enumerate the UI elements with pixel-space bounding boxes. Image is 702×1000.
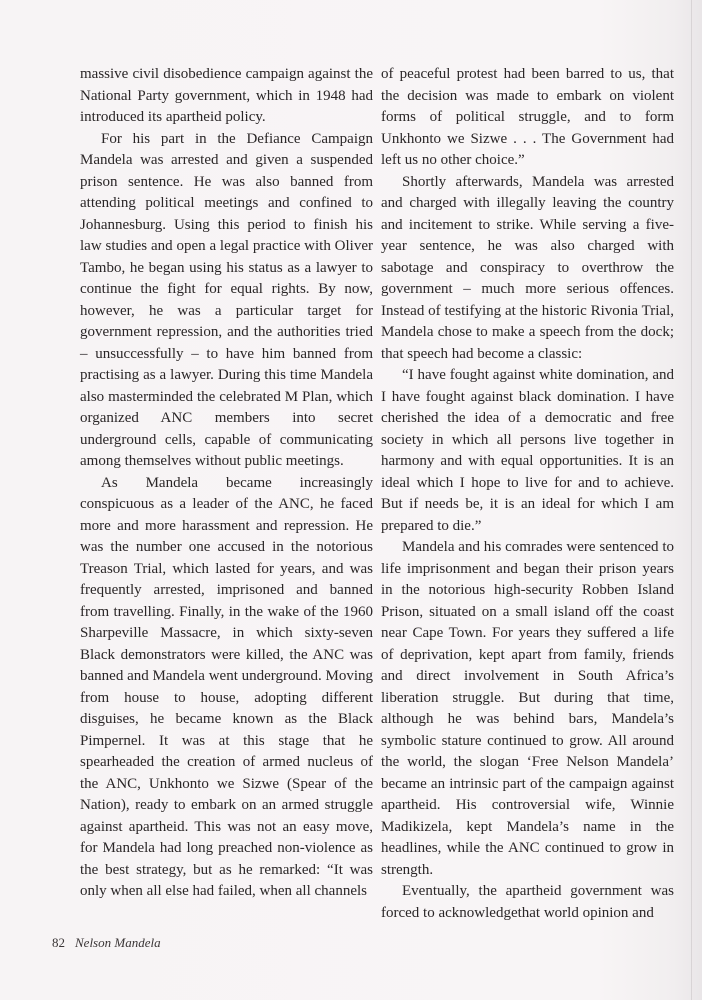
paragraph: For his part in the Defiance Campaign Mandela was arrested and given a suspended prison sentence. He was also banned from attending political meetings and confined to Johannesburg. Using this period to finish his law studies and open a legal practice with Oliver Tambo, he began using his status as a lawyer to continue the fight for equal rights. By now, however, he was a particular target for government repression, and the authorities tried – unsuccessfully – to have him banned from practising as a lawyer. During this time Mandela also masterminded the celebrated M Plan, which organized ANC members into secret underground cells, capable of communicating among themselves without public meetings. xyxy=(80,130,373,469)
right-text-column xyxy=(381,64,674,924)
page-number: 82 xyxy=(52,935,65,950)
paragraph: Eventually, the apartheid government was forced to acknowledgethat world opinion and xyxy=(381,883,674,921)
page-footer xyxy=(52,935,161,951)
paragraph: Shortly afterwards, Mandela was arrested and charged with illegally leaving the country and incitement to strike. While serving a five-year sentence, he was also charged with sabotage and conspiracy to overthrow the government – much more serious offences. Instead of testifying at the historic Rivonia Trial, Mandela chose to make a speech from the dock; that speech had become a classic: xyxy=(381,173,674,362)
paragraph: massive civil disobedience campaign against the National Party government, which in 1948 had introduced its apartheid policy. xyxy=(80,66,373,125)
paragraph: of peaceful protest had been barred to us, that the decision was made to embark on violent forms of political struggle, and to form Unkhonto we Sizwe . . . The Government had left us no other choice.” xyxy=(381,66,674,168)
running-title: Nelson Mandela xyxy=(75,935,161,950)
left-text-column xyxy=(80,64,373,903)
paragraph: Mandela and his comrades were sentenced to life imprisonment and began their prison years in the notorious high-security Robben Island Prison, situated on a small island off the coast near Cape Town. For years they suffered a life of deprivation, kept apart from family, friends and direct involvement in South Africa’s liberation struggle. But during that time, although he was behind bars, Mandela’s symbolic stature continued to grow. All around the world, the slogan ‘Free Nelson Mandela’ became an intrinsic part of the campaign against apartheid. His controversial wife, Winnie Madikizela, kept Mandela’s name in the headlines, while the ANC continued to grow in strength. xyxy=(381,539,674,878)
paragraph: “I have fought against white domination, and I have fought against black domination. I have cherished the idea of a democratic and free society in which all persons live together in harmony and with equal opportunities. It is an ideal which I hope to live for and to achieve. But if needs be, it is an ideal for which I am prepared to die.” xyxy=(381,367,674,534)
paragraph: As Mandela became increasingly conspicuous as a leader of the ANC, he faced more and more harassment and repression. He was the number one accused in the notorious Treason Trial, which lasted for years, and was frequently arrested, imprisoned and banned from travelling. Finally, in the wake of the 1960 Sharpeville Massacre, in which sixty-seven Black demonstrators were killed, the ANC was banned and Mandela went underground. Moving from house to house, adopting different disguises, he became known as the Black Pimpernel. It was at this stage that he spearheaded the creation of armed nucleus of the ANC, Unkhonto we Sizwe (Spear of the Nation), ready to embark on an armed struggle against apartheid. This was not an easy move, for Mandela had long preached non-violence as the best strategy, but as he remarked: “It was only when all else had failed, when all channels xyxy=(80,474,373,899)
page-edge-shadow xyxy=(691,0,692,1000)
